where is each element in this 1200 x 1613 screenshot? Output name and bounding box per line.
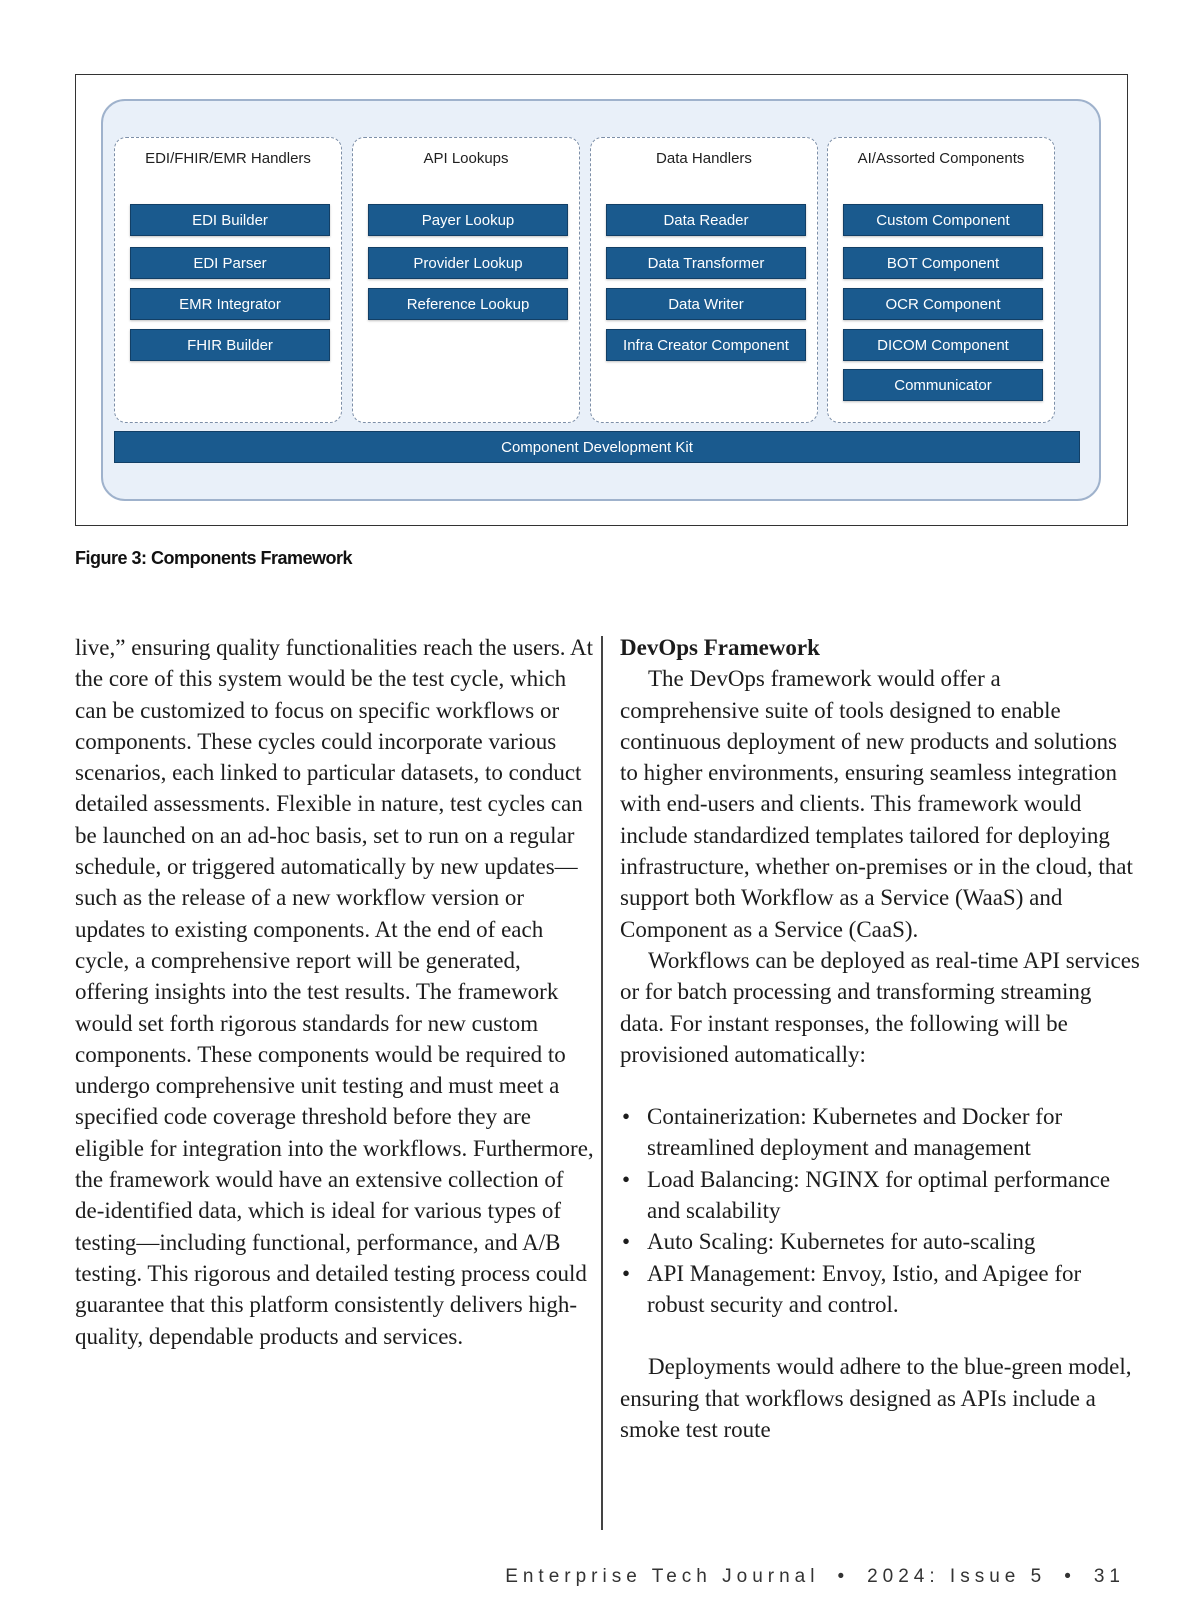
component-box: FHIR Builder (130, 329, 330, 361)
component-box: DICOM Component (843, 329, 1043, 361)
group-data-handlers (590, 137, 818, 423)
list-item: • Auto Scaling: Kubernetes for auto-scaling (620, 1226, 1140, 1257)
component-box: BOT Component (843, 247, 1043, 279)
column-divider (601, 636, 603, 1530)
left-column (75, 632, 595, 1352)
component-box: Provider Lookup (368, 247, 568, 279)
list-item: • API Management: Envoy, Istio, and Apigee for robust security and control. (620, 1258, 1140, 1321)
component-box: Data Reader (606, 204, 806, 236)
component-box: EMR Integrator (130, 288, 330, 320)
figure-caption: Figure 3: Components Framework (75, 548, 353, 568)
figure-frame (75, 74, 1128, 526)
spacer (620, 1070, 1140, 1101)
component-box: Payer Lookup (368, 204, 568, 236)
component-box: EDI Parser (130, 247, 330, 279)
group-title: EDI/FHIR/EMR Handlers (145, 150, 311, 167)
group-title: API Lookups (423, 150, 509, 167)
journal-name: Enterprise Tech Journal (505, 1566, 820, 1587)
section-heading: DevOps Framework (620, 635, 820, 660)
body-paragraph: The DevOps framework would offer a comprehensive suite of tools designed to enable continuous deployment of new products and solutions to higher environments, ensuring seamless integration with end-users and clients. This framework would include standardized templates tailored for deploying infrastructure, whether on-premises or in the cloud, that support both Workflow as a Service (WaaS) and Component as a Service (CaaS). (620, 666, 1133, 942)
separator-dot: • (837, 1566, 850, 1587)
page-number: 31 (1093, 1566, 1125, 1587)
component-box: Reference Lookup (368, 288, 568, 320)
component-box: Infra Creator Component (606, 329, 806, 361)
body-paragraph: Workflows can be deployed as real-time API services or for batch processing and transforming streaming data. For instant responses, the following will be provisioned automatically: (620, 947, 1140, 1067)
component-box: Custom Component (843, 204, 1043, 236)
list-item: • Load Balancing: NGINX for optimal performance and scalability (620, 1164, 1140, 1227)
group-title: AI/Assorted Components (857, 150, 1025, 167)
component-box: Data Writer (606, 288, 806, 320)
component-box: EDI Builder (130, 204, 330, 236)
components-diagram (101, 99, 1101, 501)
list-item: • Containerization: Kubernetes and Docker for streamlined deployment and management (620, 1101, 1140, 1164)
group-edi-fhir-emr-handlers (114, 137, 342, 423)
component-development-kit-bar: Component Development Kit (114, 431, 1080, 463)
body-paragraph: live,” ensuring quality functionalities reach the users. At the core of this system would be the test cycle, which can be customized to focus on specific workflows or components. These cycles could incorporate various scenarios, each linked to particular datasets, to conduct detailed assessments. Flexible in nature, test cycles can be launched on an ad-hoc basis, set to run on a regular schedule, or triggered automatically by new updates—such as the release of a new workflow version or updates to existing components. At the end of each cycle, a comprehensive report will be generated, offering insights into the test results. The framework would set forth rigorous standards for new custom components. These components would be required to undergo comprehensive unit testing and must meet a specified code coverage threshold before they are eligible for integration into the workflows. Furthermore, the framework would have an extensive collection of de-identified data, which is ideal for various types of testing—including functional, performance, and A/B testing. This rigorous and detailed testing process could guarantee that this platform consistently delivers high-quality, dependable products and services. (75, 635, 594, 1349)
component-box: OCR Component (843, 288, 1043, 320)
group-api-lookups (352, 137, 580, 423)
component-box: Data Transformer (606, 247, 806, 279)
body-paragraph: Deployments would adhere to the blue-green model, ensuring that workflows designed as APIs include a smoke test route (620, 1354, 1132, 1442)
right-column (620, 632, 1140, 1445)
spacer (620, 1320, 1140, 1351)
separator-dot: • (1064, 1566, 1076, 1587)
group-title: Data Handlers (656, 150, 752, 167)
bullet-list (620, 1101, 1140, 1320)
page-footer (505, 1566, 1125, 1588)
issue-label: 2024: Issue 5 (867, 1566, 1047, 1587)
component-box: Communicator (843, 369, 1043, 401)
group-ai-assorted-components (827, 137, 1055, 423)
